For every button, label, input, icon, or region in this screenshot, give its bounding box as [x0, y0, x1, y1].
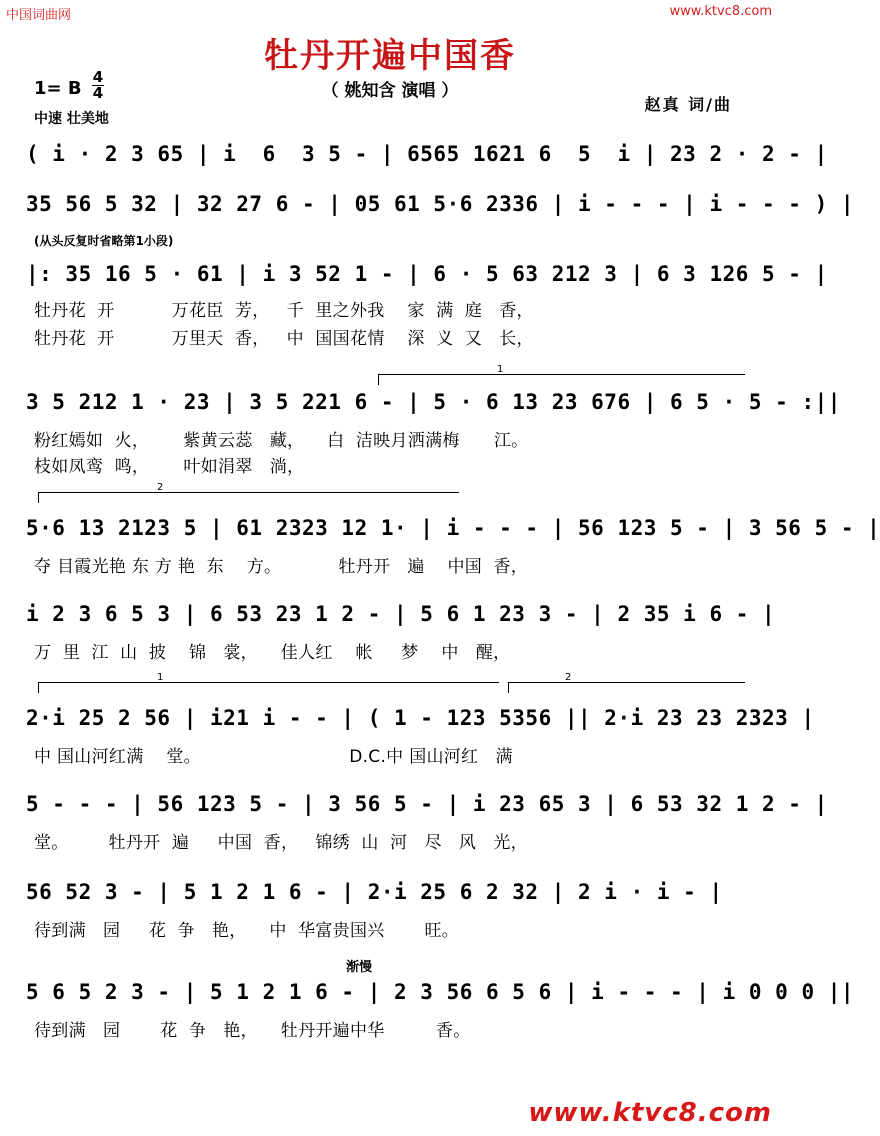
- lyric-line-10: 待到满 园 花 争 艳， 牡丹开遍中华 香。: [34, 1021, 471, 1041]
- lyric-line-9: 待到满 园 花 争 艳， 中 华富贵国兴 旺。: [34, 921, 460, 941]
- score-line-6: i 2 3 6 5 3 | 6 53 23 1 2 - | 5 6 1 23 3 - | 2 35 i 6 - |: [26, 602, 776, 626]
- volta-bracket-2b: [508, 672, 745, 693]
- volta-bracket-1: [378, 364, 745, 385]
- volta-bracket-2: [38, 482, 459, 503]
- lyric-line-5: 夺 目霞光艳 东 方 艳 东 方。 牡丹开 遍 中国 香，: [34, 557, 529, 577]
- volta-number: 2: [157, 482, 164, 493]
- site-name-left[interactable]: 中国词曲网: [6, 8, 72, 23]
- volta-number: 1: [497, 364, 504, 375]
- lyricist-composer: 赵真 词/曲: [644, 95, 732, 114]
- meter-bottom: 4: [92, 84, 104, 102]
- site-url-right[interactable]: www.ktvc8.com: [669, 4, 772, 19]
- score-line-2: 35 56 5 32 | 32 27 6 - | 05 61 5·6 2336 | i - - - | i - - - ) |: [26, 192, 855, 216]
- performer-line: （ 姚知含 演唱 ）: [321, 81, 459, 101]
- lyric-line-3a: 牡丹花 开 万花臣 芳， 千 里之外我 家 满 庭 香，: [34, 301, 534, 321]
- score-line-3: |: 35 16 5 · 61 | i 3 52 1 - | 6 · 5 63 212 3 | 6 3 126 5 - |: [26, 262, 828, 286]
- volta-number: 2: [565, 672, 572, 683]
- ritardando-marking: 渐慢: [346, 960, 373, 975]
- score-line-4: 3 5 212 1 · 23 | 3 5 221 6 - | 5 · 6 13 23 676 | 6 5 · 5 - :||: [26, 390, 841, 414]
- score-line-5: 5·6 13 2123 5 | 61 2323 12 1· | i - - - | 56 123 5 - | 3 56 5 - |: [26, 516, 880, 540]
- score-line-9: 56 52 3 - | 5 1 2 1 6 - | 2·i 25 6 2 32 | 2 i · i - |: [26, 880, 723, 904]
- lyric-line-8: 堂。 牡丹开 遍 中国 香， 锦绣 山 河 尽 风 光，: [34, 833, 528, 853]
- site-logo[interactable]: [528, 1098, 772, 1128]
- score-line-7: 2·i 25 2 56 | i21 i - - | ( 1 - 123 5356 || 2·i 23 23 2323 |: [26, 706, 815, 730]
- time-signature: [92, 70, 104, 101]
- lyric-line-6: 万 里 江 山 披 锦 裳， 佳人红 帐 梦 中 醒，: [34, 643, 511, 663]
- lyric-line-3b: 牡丹花 开 万里天 香， 中 国国花情 深 义 又 长，: [34, 329, 534, 349]
- volta-bracket-1b: [38, 672, 499, 693]
- repeat-note: (从头反复时省略第1小段): [34, 234, 174, 248]
- volta-number: 1: [157, 672, 164, 683]
- meter-top: 4: [92, 68, 104, 86]
- logo-text: www.ktvc8.com: [528, 1098, 772, 1128]
- score-line-1: ( i · 2 3 65 | i 6 3 5 - | 6565 1621 6 5 i | 23 2 · 2 - |: [26, 142, 828, 166]
- key-signature: 1= B: [34, 78, 82, 99]
- tempo-marking: 中速 壮美地: [34, 111, 109, 127]
- lyric-line-4b: 枝如凤鸾 鸣， 叶如涓翠 淌，: [34, 457, 305, 477]
- score-line-8: 5 - - - | 56 123 5 - | 3 56 5 - | i 23 65 3 | 6 53 32 1 2 - |: [26, 792, 828, 816]
- lyric-line-4a: 粉红嫣如 火， 紫黄云蕊 藏， 白 洁映月洒满梅 江。: [34, 431, 529, 451]
- score-line-10: 5 6 5 2 3 - | 5 1 2 1 6 - | 2 3 56 6 5 6 | i - - - | i 0 0 0 ||: [26, 980, 855, 1004]
- song-title: 牡丹开遍中国香: [264, 36, 516, 76]
- lyric-line-7: 中 国山河红满 堂。 D.C.中 国山河红 满: [34, 747, 513, 767]
